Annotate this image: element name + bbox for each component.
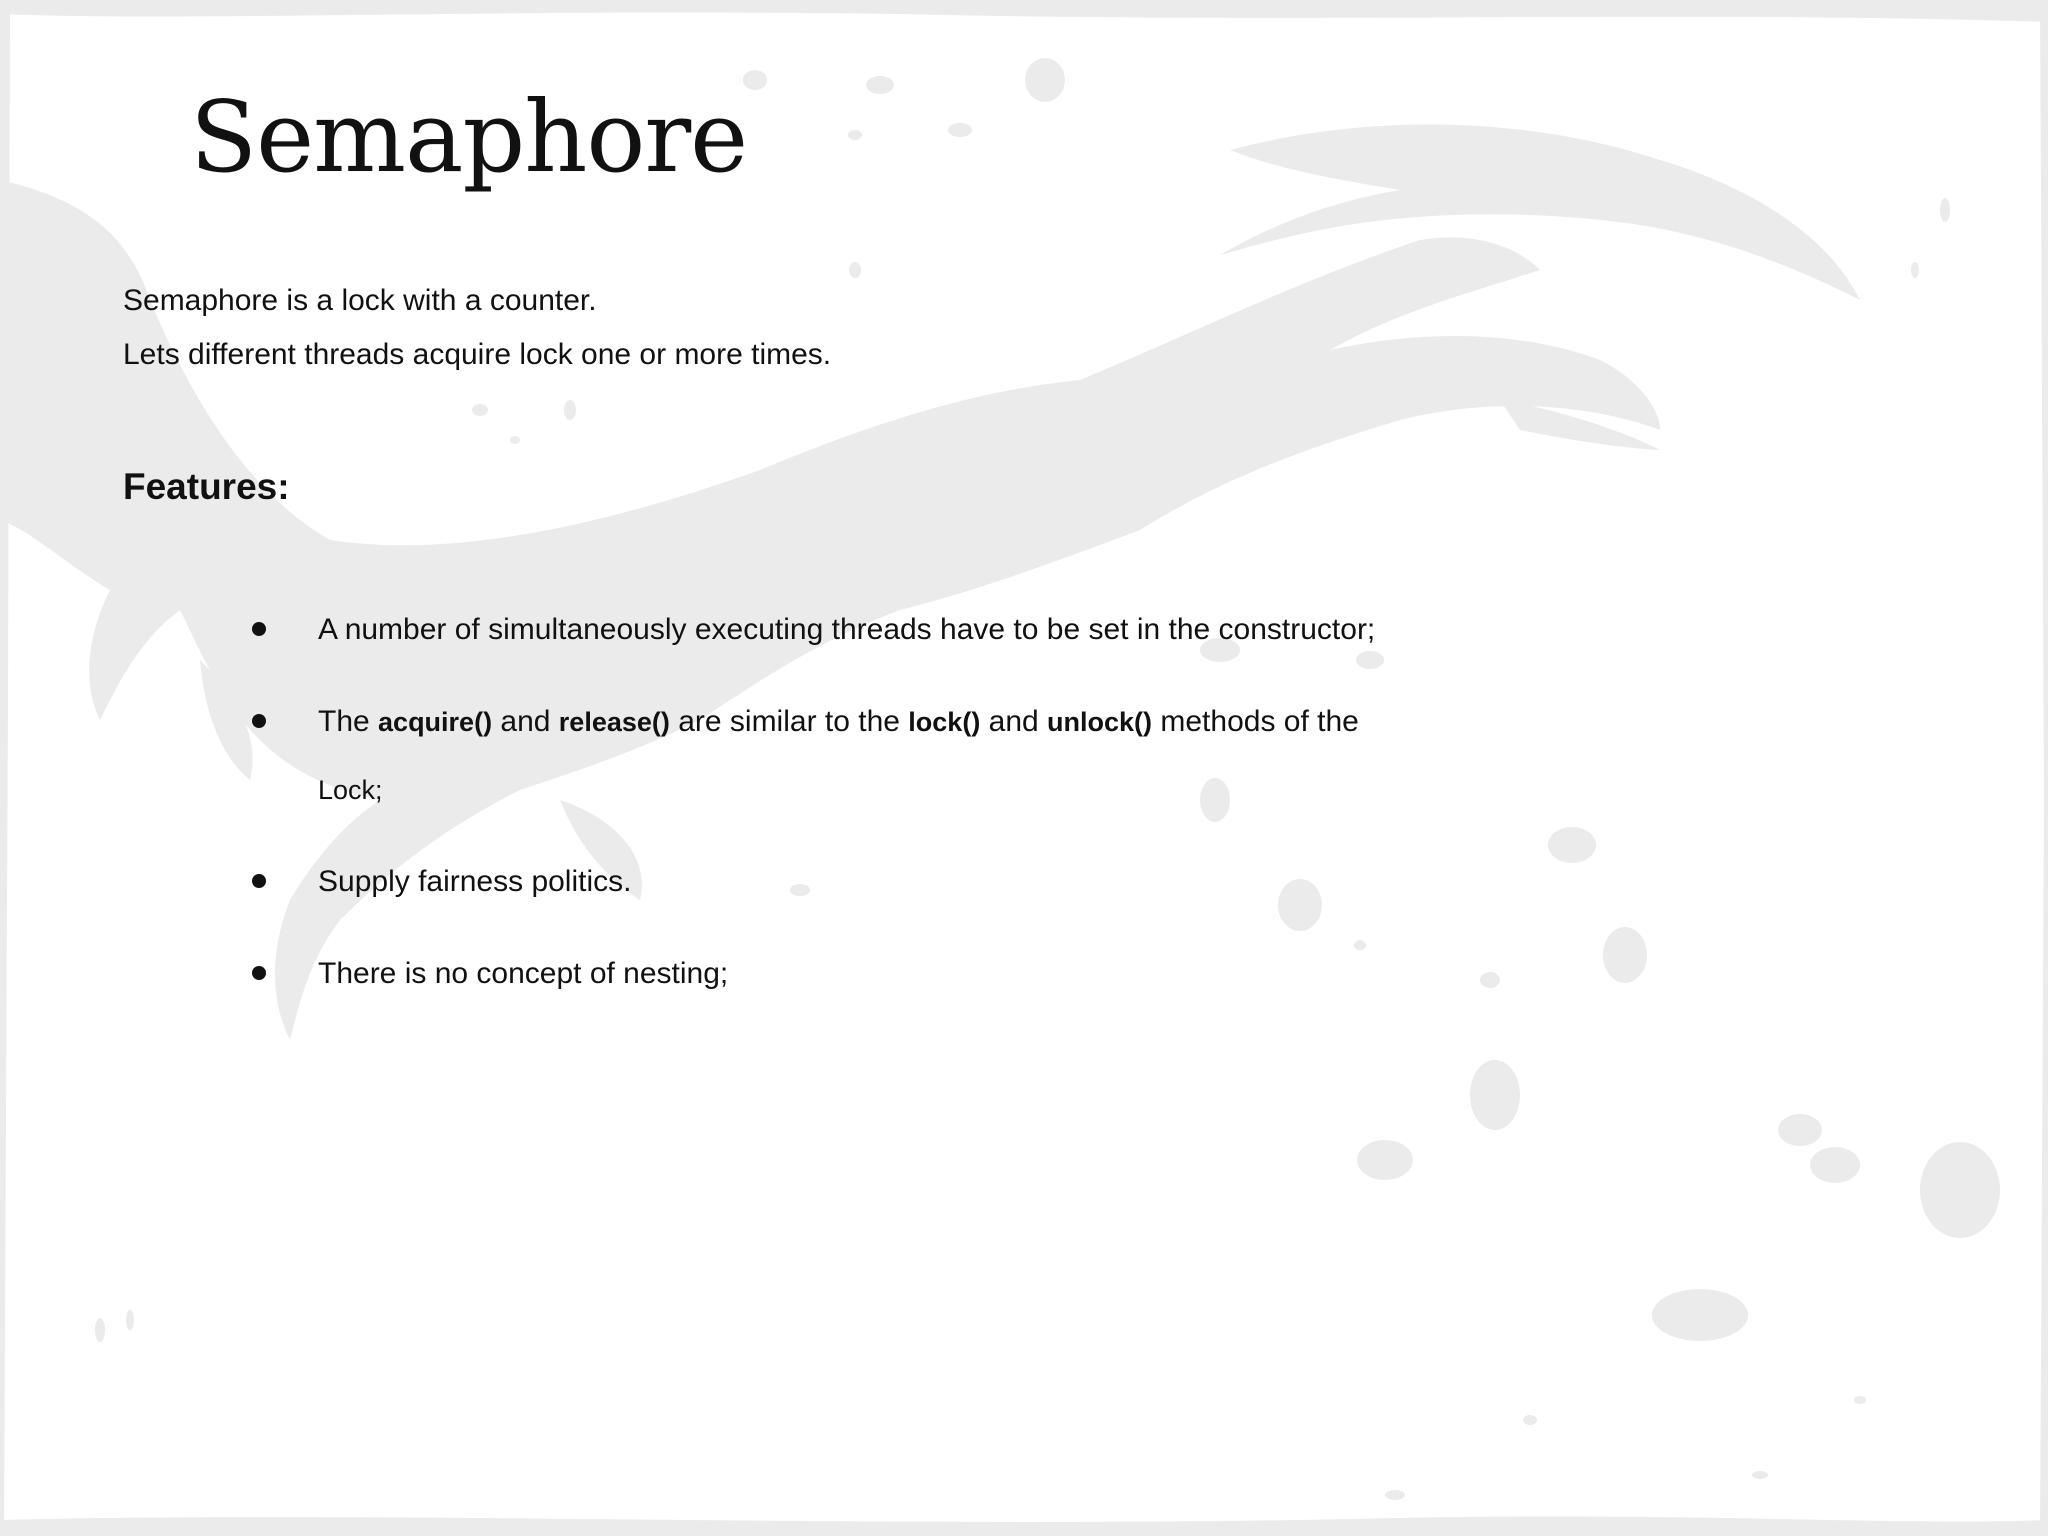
- feature-text: There is no concept of nesting;: [318, 957, 729, 990]
- bullet-dot-icon: [252, 966, 266, 980]
- intro-text: [123, 274, 831, 382]
- feature-text-part: methods of the: [1152, 705, 1359, 738]
- features-heading: Features:: [123, 466, 290, 507]
- feature-item: [250, 940, 1550, 1008]
- feature-item: [250, 688, 1550, 824]
- intro-line-1: Semaphore is a lock with a counter.: [123, 284, 597, 317]
- slide-title: Semaphore: [190, 81, 748, 195]
- feature-text-part: The: [318, 705, 379, 738]
- feature-text-part: are similar to the: [669, 705, 909, 738]
- feature-text: A number of simultaneously executing threads have to be set in the constructor;: [318, 613, 1376, 646]
- bullet-dot-icon: [252, 714, 266, 728]
- feature-text-part: Lock;: [318, 775, 383, 805]
- feature-item: [250, 848, 1550, 916]
- feature-text-part: and: [492, 705, 559, 738]
- code-unlock: unlock(): [1047, 707, 1153, 737]
- feature-item: [250, 596, 1550, 664]
- code-acquire: acquire(): [378, 707, 493, 737]
- intro-line-2: Lets different threads acquire lock one or more times.: [123, 338, 832, 371]
- code-lock: lock(): [908, 707, 981, 737]
- features-list: [250, 596, 1550, 1032]
- feature-text-part: and: [980, 705, 1048, 738]
- code-release: release(): [558, 707, 670, 737]
- bullet-dot-icon: [252, 874, 266, 888]
- feature-text: Supply fairness politics.: [318, 865, 632, 898]
- bullet-dot-icon: [252, 622, 266, 636]
